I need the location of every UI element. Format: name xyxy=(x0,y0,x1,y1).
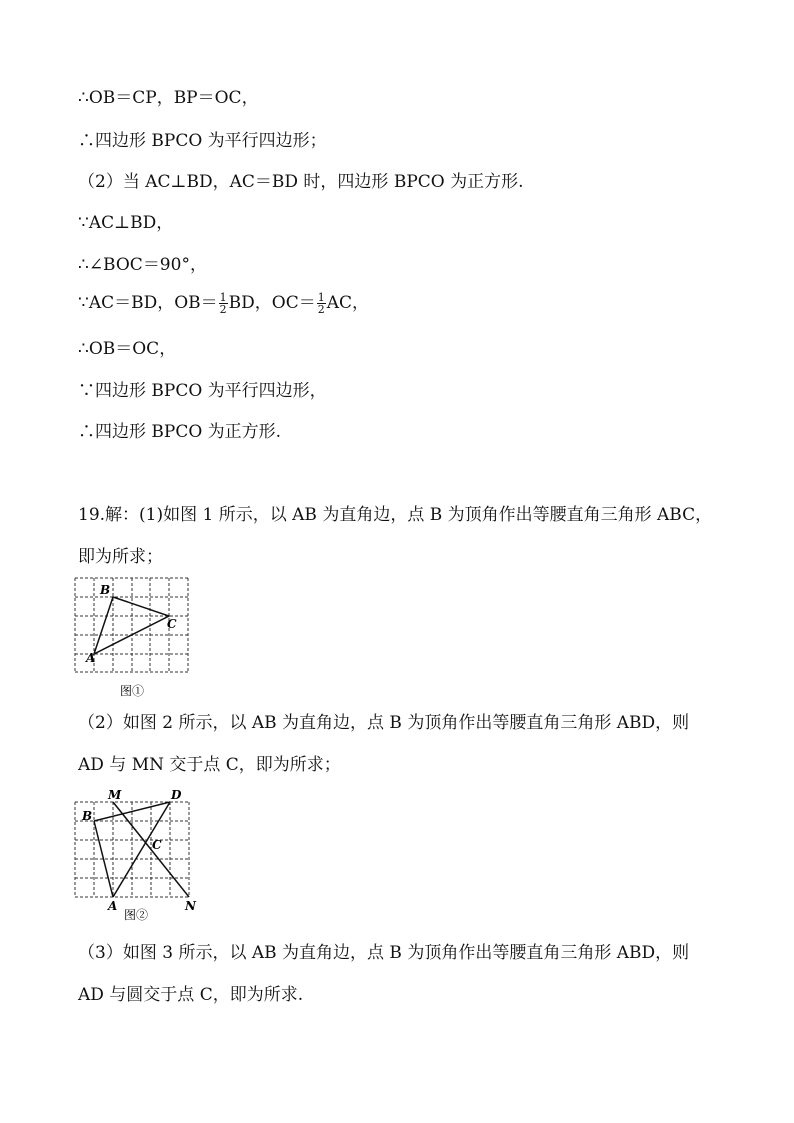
fig2-label-c: C xyxy=(152,838,162,852)
proof-line-6 xyxy=(78,291,369,315)
fig2-label-d: D xyxy=(171,788,182,802)
solution-19-line-5: （3）如图 3 所示，以 AB 为直角边，点 B 为顶角作出等腰直角三角形 ABD，则 xyxy=(78,943,690,963)
fig2-label-m: M xyxy=(108,788,122,802)
fig1-caption: 图① xyxy=(120,684,145,698)
figure-1-grid xyxy=(60,570,200,705)
proof-line-5: ∴∠BOC＝90°， xyxy=(78,255,207,275)
proof-line-1: ∴OB＝CP，BP＝OC， xyxy=(78,88,259,108)
fraction-denominator: 2 xyxy=(317,303,325,316)
solution-19-line-1: 19.解：(1)如图 1 所示，以 AB 为直角边，点 B 为顶角作出等腰直角三角形 ABC， xyxy=(78,505,713,525)
fraction-numerator: 1 xyxy=(219,291,227,304)
solution-19-line-4: AD 与 MN 交于点 C，即为所求； xyxy=(78,755,341,775)
proof-line-3: （2）当 AC⊥BD，AC＝BD 时，四边形 BPCO 为正方形. xyxy=(78,172,524,192)
proof-line-6-part-c: AC， xyxy=(326,293,370,313)
solution-19-line-2: 即为所求； xyxy=(78,547,163,567)
fraction-one-half-2 xyxy=(317,292,326,315)
figure-2-lines xyxy=(94,802,189,897)
fraction-denominator: 2 xyxy=(219,303,227,316)
fig2-label-a: A xyxy=(108,899,118,913)
proof-line-7: ∴OB＝OC， xyxy=(78,339,177,359)
fig1-label-c: C xyxy=(167,617,177,631)
solution-19-line-6: AD 与圆交于点 C，即为所求. xyxy=(78,985,304,1005)
solution-19-line-3: （2）如图 2 所示，以 AB 为直角边，点 B 为顶角作出等腰直角三角形 ABD，则 xyxy=(78,713,690,733)
figure-2-grid xyxy=(60,785,205,925)
proof-line-9: ∴四边形 BPCO 为正方形. xyxy=(78,422,282,442)
proof-line-8: ∵四边形 BPCO 为平行四边形， xyxy=(78,381,327,401)
fig2-label-n: N xyxy=(185,899,196,913)
fig1-label-a: A xyxy=(86,651,96,665)
fraction-one-half-1 xyxy=(219,292,228,315)
fig2-label-b: B xyxy=(82,809,93,823)
proof-line-6-part-b: BD，OC＝ xyxy=(228,293,316,313)
fraction-numerator: 1 xyxy=(317,291,325,304)
proof-line-2: ∴四边形 BPCO 为平行四边形； xyxy=(78,131,327,151)
fig1-label-b: B xyxy=(100,583,111,597)
fig2-caption: 图② xyxy=(124,908,149,922)
proof-line-6-part-a: ∵AC＝BD，OB＝ xyxy=(78,293,218,313)
proof-line-4: ∵AC⊥BD， xyxy=(78,213,174,233)
